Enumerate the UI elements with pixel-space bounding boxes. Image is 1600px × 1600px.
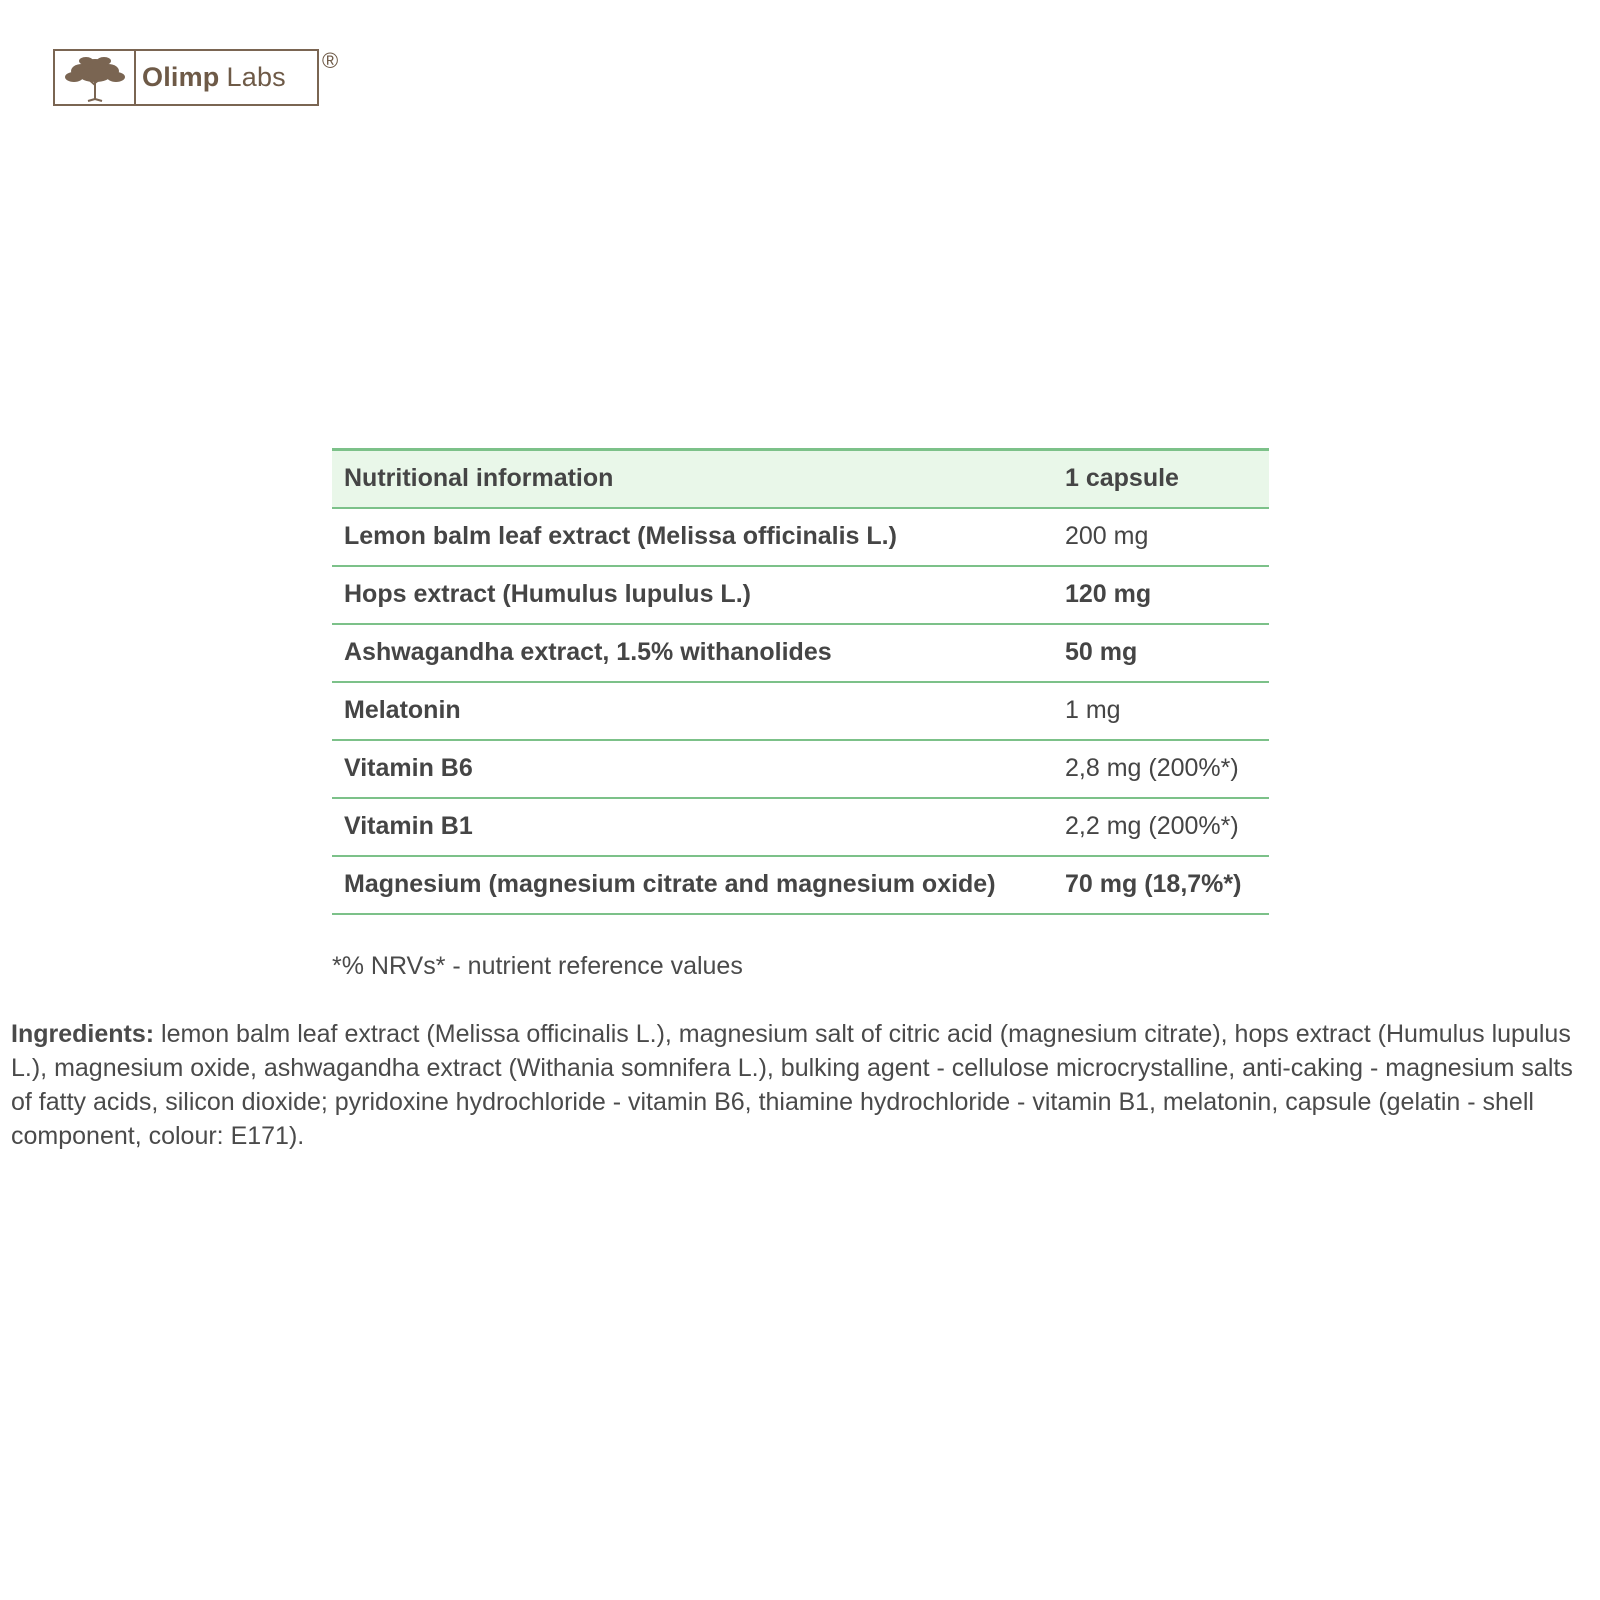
table-header-row	[332, 450, 1269, 508]
ingredient-name-cell: Hops extract (Humulus lupulus L.)	[332, 566, 1055, 624]
nutrition-table	[332, 448, 1269, 915]
ingredient-value-cell: 50 mg	[1055, 624, 1269, 682]
header-name-cell: Nutritional information	[332, 450, 1055, 508]
table-row	[332, 798, 1269, 856]
header-value-cell: 1 capsule	[1055, 450, 1269, 508]
brand-wordmark	[136, 51, 317, 104]
brand-name-light: Labs	[226, 62, 286, 92]
registered-mark: ®	[322, 48, 339, 73]
ingredient-value-cell: 120 mg	[1055, 566, 1269, 624]
ingredient-name-cell: Vitamin B6	[332, 740, 1055, 798]
ingredient-value-cell: 2,8 mg (200%*)	[1055, 740, 1269, 798]
table-row	[332, 740, 1269, 798]
ingredients-text: lemon balm leaf extract (Melissa officinalis L.), magnesium salt of citric acid (magnesium citrate), hops extract (Humulus lupulus L.), magnesium oxide, ashwagandha extract (Withania somnifera L.), bulking agent - cellulose microcrystalline, anti-caking - magnesium salts of fatty acids, silicon dioxide; pyridoxine hydrochloride - vitamin B6, thiamine hydrochloride - vitamin B1, melatonin, capsule (gelatin - shell component, colour: E171).	[11, 1020, 1573, 1150]
ingredient-value-cell: 2,2 mg (200%*)	[1055, 798, 1269, 856]
table-row	[332, 856, 1269, 914]
table-row	[332, 566, 1269, 624]
ingredient-value-cell: 70 mg (18,7%*)	[1055, 856, 1269, 914]
ingredients-label: Ingredients:	[11, 1020, 155, 1048]
ingredient-value-cell: 1 mg	[1055, 682, 1269, 740]
brand-logo	[53, 49, 319, 106]
tree-icon	[55, 51, 136, 104]
brand-name-strong: Olimp	[142, 62, 220, 92]
ingredient-name-cell: Melatonin	[332, 682, 1055, 740]
ingredient-value-cell: 200 mg	[1055, 508, 1269, 566]
nrv-footnote: *% NRVs* - nutrient reference values	[332, 952, 743, 980]
ingredient-name-cell: Vitamin B1	[332, 798, 1055, 856]
table-row	[332, 508, 1269, 566]
ingredient-name-cell: Magnesium (magnesium citrate and magnesium oxide)	[332, 856, 1055, 914]
ingredient-name-cell: Lemon balm leaf extract (Melissa officinalis L.)	[332, 508, 1055, 566]
ingredients-paragraph	[11, 1017, 1597, 1153]
table-row	[332, 624, 1269, 682]
table-row	[332, 682, 1269, 740]
ingredient-name-cell: Ashwagandha extract, 1.5% withanolides	[332, 624, 1055, 682]
